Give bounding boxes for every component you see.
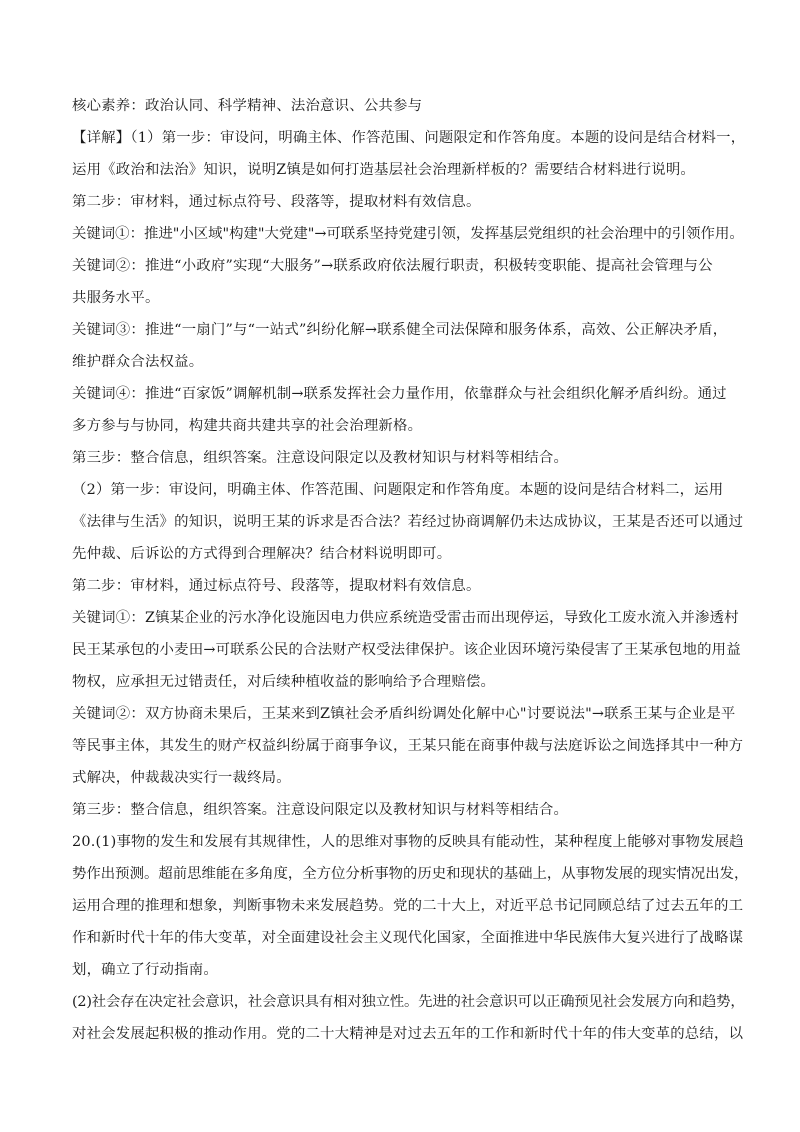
text-line: 作和新时代十年的伟大变革，对全面建设社会主义现代化国家，全面推进中华民族伟大复兴进行了战略谋 bbox=[72, 930, 744, 946]
text-line: 关键词③：推进“一扇门”与“一站式”纠纷化解→联系健全司法保障和服务体系，高效、公正解决矛盾， bbox=[72, 322, 728, 338]
text-line: 关键词②：推进“小政府”实现“大服务”→联系政府依法履行职责，积极转变职能、提高社会管理与公 bbox=[72, 258, 713, 274]
text-line: （2）第一步：审设问，明确主体、作答范围、问题限定和作答角度。本题的设问是结合材料二，运用 bbox=[72, 482, 724, 498]
text-line: 先仲裁、后诉讼的方式得到合理解决？结合材料说明即可。 bbox=[72, 546, 452, 562]
text-line: 核心素养：政治认同、科学精神、法治意识、公共参与 bbox=[72, 98, 423, 114]
text-line: 【详解】（1）第一步：审设问，明确主体、作答范围、问题限定和作答角度。本题的设问是结合材料一， bbox=[72, 130, 746, 146]
text-line: 物权，应承担无过错责任，对后续种植收益的影响给予合理赔偿。 bbox=[72, 674, 496, 690]
text-line: 等民事主体，其发生的财产权益纠纷属于商事争议，王某只能在商事仲裁与法庭诉讼之间选择其中一种方 bbox=[72, 738, 744, 754]
text-line: 关键词①：推进"小区域"构建"大党建"→可联系坚持党建引领，发挥基层党组织的社会治理中的引领作用。 bbox=[72, 226, 744, 242]
text-line: 关键词④：推进“百家饭”调解机制→联系发挥社会力量作用，依靠群众与社会组织化解矛盾纠纷。通过 bbox=[72, 386, 727, 402]
text-line: 对社会发展起积极的推动作用。党的二十大精神是对过去五年的工作和新时代十年的伟大变革的总结，以 bbox=[72, 1026, 744, 1042]
text-line: 划，确立了行动指南。 bbox=[72, 962, 218, 978]
text-line: 势作出预测。超前思维能在多角度，全方位分析事物的历史和现状的基础上，从事物发展的现实情况出发， bbox=[72, 866, 749, 882]
text-line: 关键词①：Z镇某企业的污水净化设施因电力供应系统造受雷击而出现停运，导致化工废水流入并渗透村 bbox=[72, 610, 739, 626]
text-line: 多方参与与协同，构建共商共建共享的社会治理新格。 bbox=[72, 418, 423, 434]
text-line: (2)社会存在决定社会意识，社会意识具有相对独立性。先进的社会意识可以正确预见社会发展方向和趋势， bbox=[72, 994, 745, 1010]
text-line: 关键词②：双方协商未果后，王某来到Z镇社会矛盾纠纷调处化解中心"讨要说法"→联系王某与企业是平 bbox=[72, 706, 736, 722]
text-line: 民王某承包的小麦田→可联系公民的合法财产权受法律保护。该企业因环境污染侵害了王某承包地的用益 bbox=[72, 642, 741, 658]
text-line: 运用合理的推理和想象，判断事物未来发展趋势。党的二十大上，对近平总书记同顾总结了过去五年的工 bbox=[72, 898, 744, 914]
text-line: 20.(1)事物的发生和发展有其规律性，人的思维对事物的反映具有能动性，某种程度上能够对事物发展趋 bbox=[72, 834, 744, 850]
text-line: 第二步：审材料，通过标点符号、段落等，提取材料有效信息。 bbox=[72, 578, 481, 594]
text-line: 维护群众合法权益。 bbox=[72, 354, 204, 370]
text-line: 《法律与生活》的知识，说明王某的诉求是否合法？若经过协商调解仍未达成协议，王某是否还可以通过 bbox=[72, 514, 744, 530]
text-line: 第三步：整合信息，组织答案。注意设问限定以及教材知识与材料等相结合。 bbox=[72, 802, 569, 818]
text-line: 第二步：审材料，通过标点符号、段落等，提取材料有效信息。 bbox=[72, 194, 481, 210]
text-line: 运用《政治和法治》知识，说明Z镇是如何打造基层社会治理新样板的？需要结合材料进行说明。 bbox=[72, 162, 696, 178]
text-line: 第三步：整合信息，组织答案。注意设问限定以及教材知识与材料等相结合。 bbox=[72, 450, 569, 466]
text-line: 共服务水平。 bbox=[72, 290, 160, 306]
text-line: 式解决，仲裁裁决实行一裁终局。 bbox=[72, 770, 291, 786]
